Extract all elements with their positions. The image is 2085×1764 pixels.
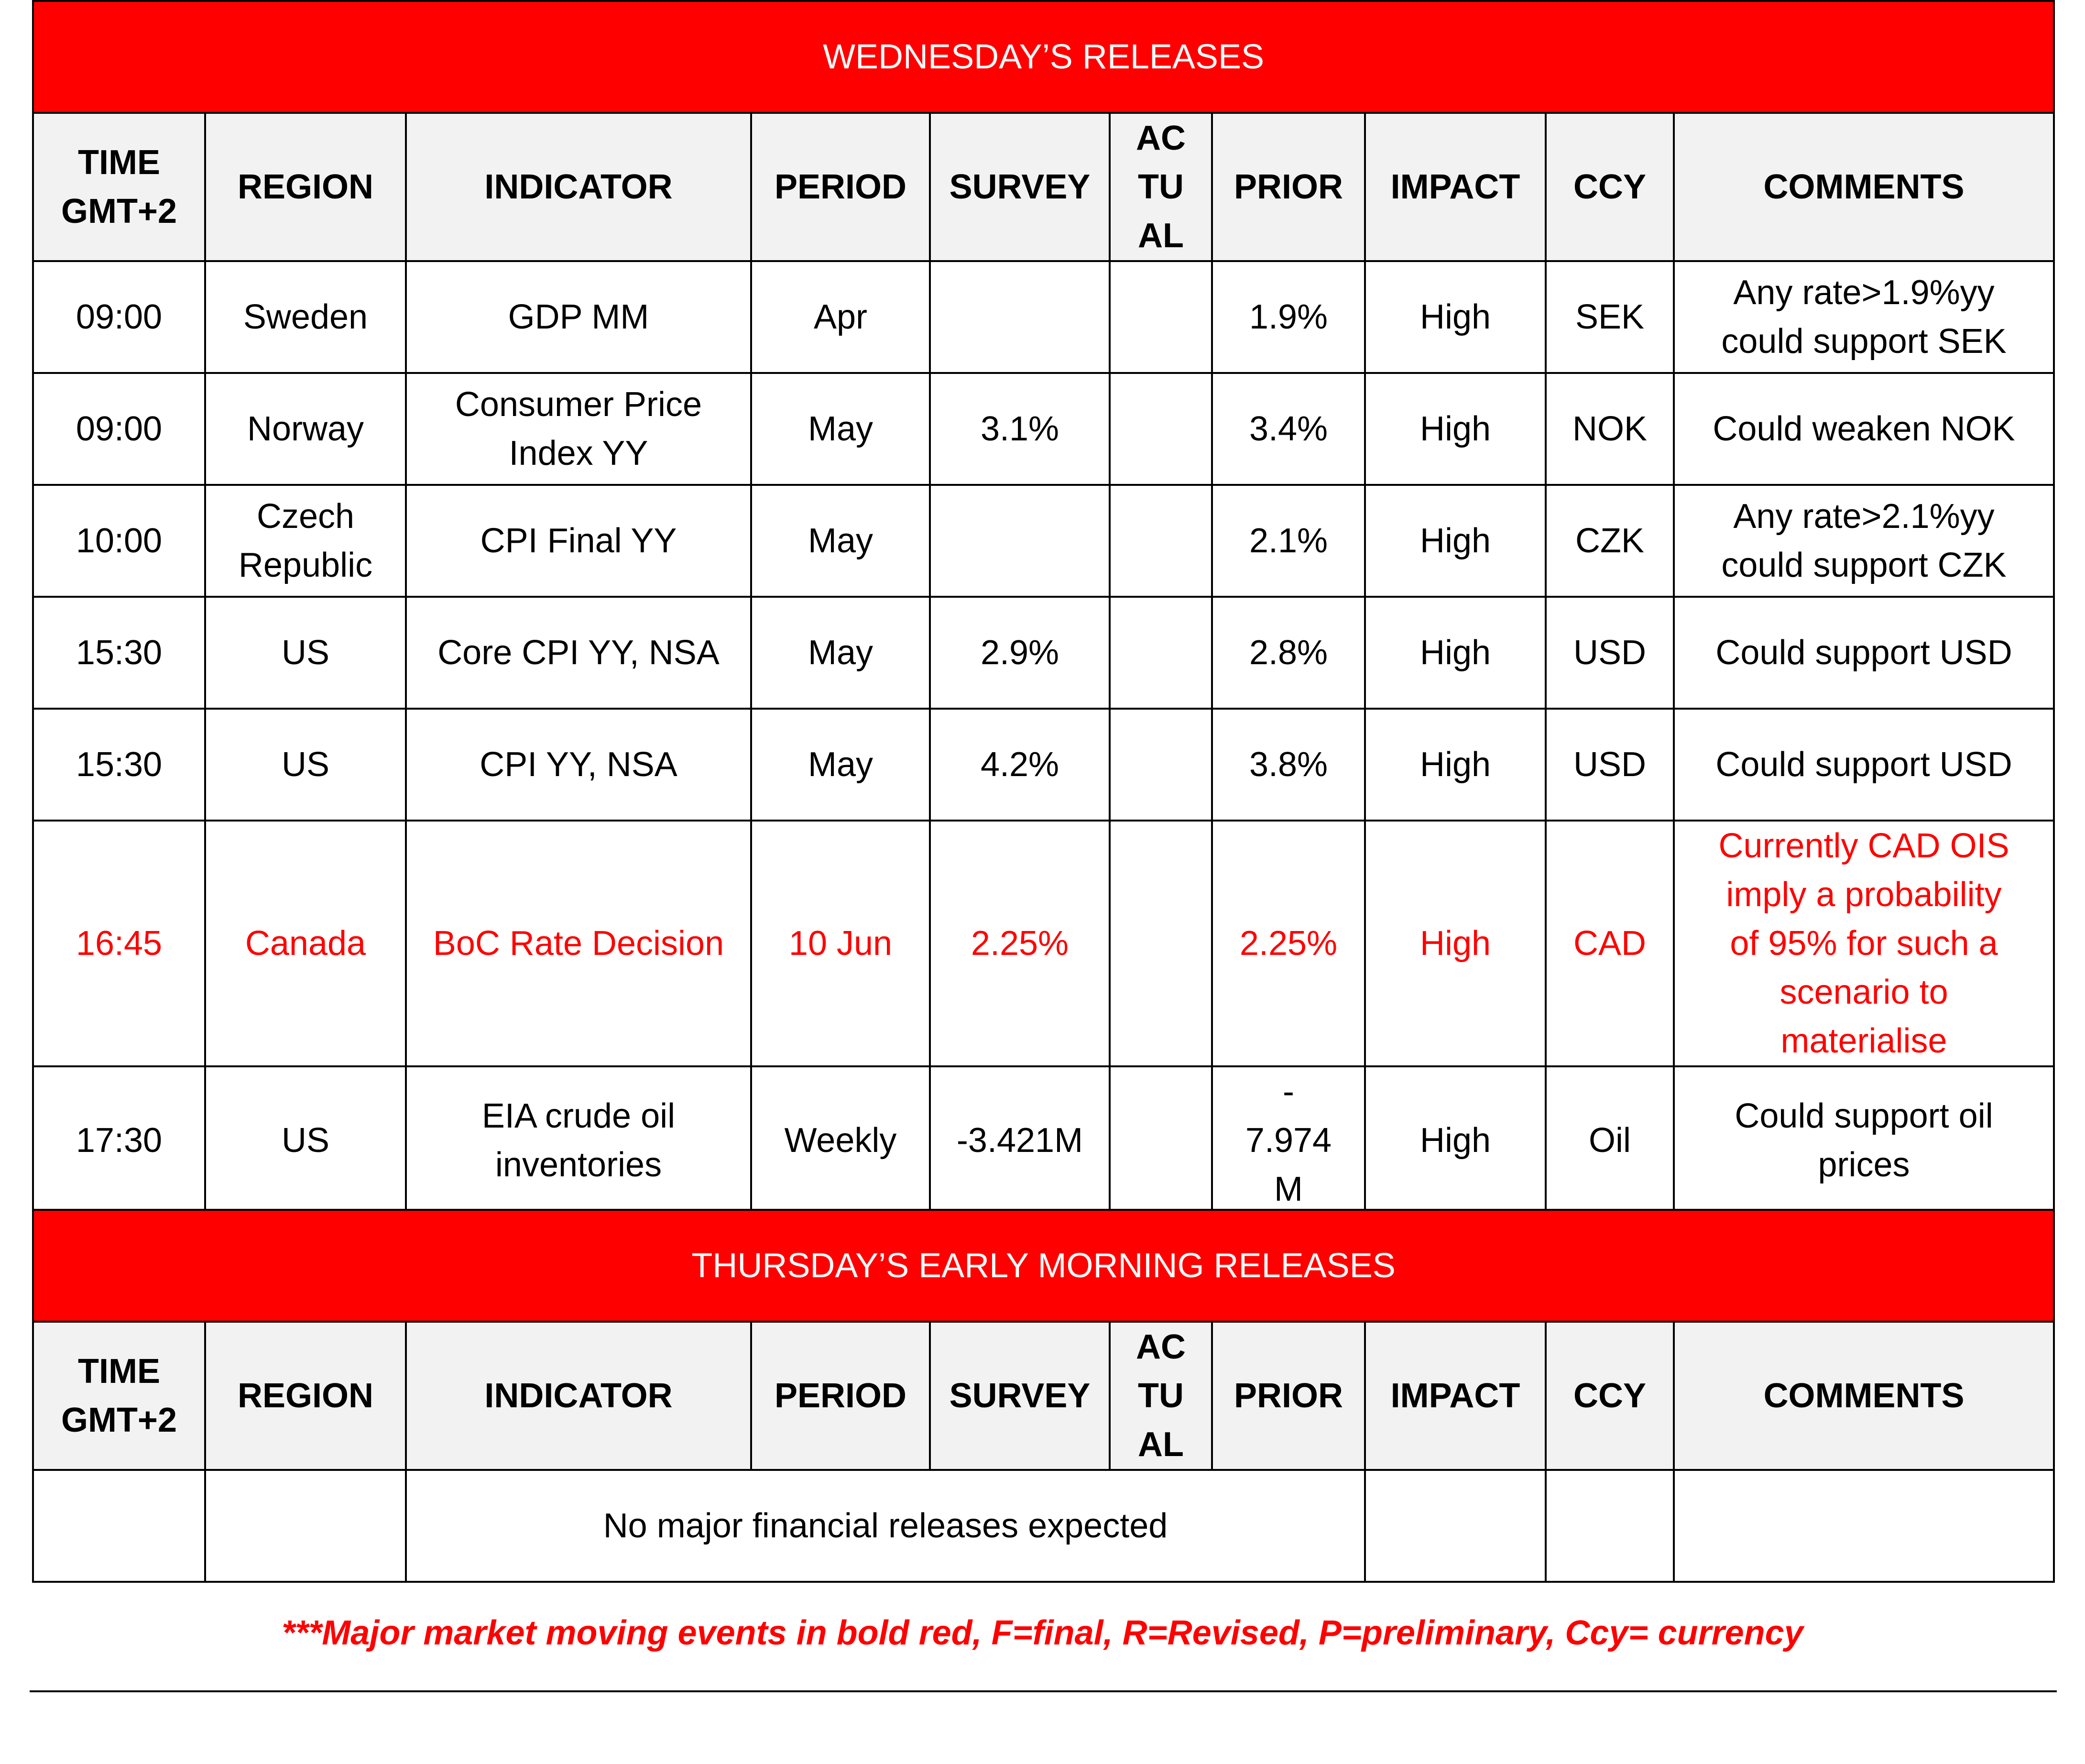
wednesday-title: WEDNESDAY’S RELEASES xyxy=(33,1,2054,113)
indicator-cell: BoC Rate Decision xyxy=(406,821,751,1066)
prior-cell: 3.8% xyxy=(1212,709,1365,821)
impact-cell: High xyxy=(1365,709,1546,821)
actual-cell xyxy=(1110,485,1212,597)
indicator-cell: EIA crude oil inventories xyxy=(406,1066,751,1215)
comments-cell: Could support USD xyxy=(1674,597,2054,709)
time-cell: 09:00 xyxy=(33,261,205,373)
header-comments: COMMENTS xyxy=(1674,113,2054,261)
no-releases-note: No major financial releases expected xyxy=(406,1470,1365,1582)
footnote: ***Major market moving events in bold red, F=final, R=Revised, P=preliminary, Ccy= currency xyxy=(282,1614,1803,1652)
header-time: TIME GMT+2 xyxy=(33,1322,205,1470)
impact-cell: High xyxy=(1365,821,1546,1066)
comments-cell: Currently CAD OIS imply a probability of 95% for such a scenario to materialise xyxy=(1674,821,2054,1066)
period-cell: Apr xyxy=(751,261,930,373)
table-row xyxy=(33,1066,2054,1215)
header-prior: PRIOR xyxy=(1212,113,1365,261)
ccy-cell: USD xyxy=(1546,597,1674,709)
wednesday-banner xyxy=(33,1,2054,113)
bottom-divider xyxy=(30,1690,2057,1692)
period-cell: May xyxy=(751,709,930,821)
actual-cell xyxy=(1110,597,1212,709)
actual-cell xyxy=(1110,821,1212,1066)
table-row xyxy=(33,261,2054,373)
indicator-cell: Core CPI YY, NSA xyxy=(406,597,751,709)
survey-cell xyxy=(930,485,1110,597)
comments-cell: Could support oil prices xyxy=(1674,1066,2054,1215)
impact-cell xyxy=(1365,1470,1546,1582)
time-cell: 15:30 xyxy=(33,597,205,709)
header-survey: SURVEY xyxy=(930,113,1110,261)
time-cell: 17:30 xyxy=(33,1066,205,1215)
thursday-title: THURSDAY’S EARLY MORNING RELEASES xyxy=(33,1210,2054,1322)
table-row xyxy=(33,373,2054,485)
region-cell: US xyxy=(205,597,406,709)
ccy-cell: USD xyxy=(1546,709,1674,821)
prior-cell: 2.8% xyxy=(1212,597,1365,709)
impact-cell: High xyxy=(1365,373,1546,485)
time-cell: 16:45 xyxy=(33,821,205,1066)
header-region: REGION xyxy=(205,113,406,261)
period-cell: 10 Jun xyxy=(751,821,930,1066)
actual-cell xyxy=(1110,373,1212,485)
time-cell: 10:00 xyxy=(33,485,205,597)
ccy-cell: Oil xyxy=(1546,1066,1674,1215)
survey-cell: 2.9% xyxy=(930,597,1110,709)
header-region: REGION xyxy=(205,1322,406,1470)
prior-cell: 2.25% xyxy=(1212,821,1365,1066)
thursday-table xyxy=(32,1209,2055,1583)
wednesday-header-row xyxy=(33,113,2054,261)
impact-cell: High xyxy=(1365,261,1546,373)
table-row xyxy=(33,1470,2054,1582)
indicator-cell: Consumer Price Index YY xyxy=(406,373,751,485)
actual-cell xyxy=(1110,261,1212,373)
region-cell: Norway xyxy=(205,373,406,485)
header-indicator: INDICATOR xyxy=(406,1322,751,1470)
header-period: PERIOD xyxy=(751,1322,930,1470)
header-period: PERIOD xyxy=(751,113,930,261)
period-cell: May xyxy=(751,485,930,597)
table-row xyxy=(33,485,2054,597)
comments-cell: Could weaken NOK xyxy=(1674,373,2054,485)
ccy-cell xyxy=(1546,1470,1674,1582)
actual-cell xyxy=(1110,709,1212,821)
header-actual: AC TU AL xyxy=(1110,113,1212,261)
comments-cell: Could support USD xyxy=(1674,709,2054,821)
survey-cell: 4.2% xyxy=(930,709,1110,821)
survey-cell xyxy=(930,261,1110,373)
header-time: TIME GMT+2 xyxy=(33,113,205,261)
table-row xyxy=(33,821,2054,1066)
impact-cell: High xyxy=(1365,485,1546,597)
survey-cell: 3.1% xyxy=(930,373,1110,485)
header-comments: COMMENTS xyxy=(1674,1322,2054,1470)
prior-cell: - 7.974 M xyxy=(1212,1066,1365,1215)
ccy-cell: SEK xyxy=(1546,261,1674,373)
header-impact: IMPACT xyxy=(1365,1322,1546,1470)
prior-cell: 2.1% xyxy=(1212,485,1365,597)
thursday-header-row xyxy=(33,1322,2054,1470)
table-row xyxy=(33,597,2054,709)
time-cell: 15:30 xyxy=(33,709,205,821)
header-prior: PRIOR xyxy=(1212,1322,1365,1470)
impact-cell: High xyxy=(1365,1066,1546,1215)
impact-cell: High xyxy=(1365,597,1546,709)
region-cell xyxy=(205,1470,406,1582)
region-cell: Czech Republic xyxy=(205,485,406,597)
comments-cell: Any rate>1.9%yy could support SEK xyxy=(1674,261,2054,373)
ccy-cell: NOK xyxy=(1546,373,1674,485)
prior-cell: 3.4% xyxy=(1212,373,1365,485)
survey-cell: 2.25% xyxy=(930,821,1110,1066)
header-ccy: CCY xyxy=(1546,1322,1674,1470)
time-cell xyxy=(33,1470,205,1582)
prior-cell: 1.9% xyxy=(1212,261,1365,373)
region-cell: US xyxy=(205,1066,406,1215)
period-cell: Weekly xyxy=(751,1066,930,1215)
ccy-cell: CAD xyxy=(1546,821,1674,1066)
period-cell: May xyxy=(751,597,930,709)
header-survey: SURVEY xyxy=(930,1322,1110,1470)
region-cell: Canada xyxy=(205,821,406,1066)
header-impact: IMPACT xyxy=(1365,113,1546,261)
table-row xyxy=(33,709,2054,821)
header-actual: AC TU AL xyxy=(1110,1322,1212,1470)
indicator-cell: GDP MM xyxy=(406,261,751,373)
thursday-banner xyxy=(33,1210,2054,1322)
region-cell: Sweden xyxy=(205,261,406,373)
comments-cell: Any rate>2.1%yy could support CZK xyxy=(1674,485,2054,597)
indicator-cell: CPI YY, NSA xyxy=(406,709,751,821)
ccy-cell: CZK xyxy=(1546,485,1674,597)
actual-cell xyxy=(1110,1066,1212,1215)
header-indicator: INDICATOR xyxy=(406,113,751,261)
header-ccy: CCY xyxy=(1546,113,1674,261)
time-cell: 09:00 xyxy=(33,373,205,485)
wednesday-table xyxy=(32,0,2055,1216)
region-cell: US xyxy=(205,709,406,821)
period-cell: May xyxy=(751,373,930,485)
comments-cell xyxy=(1674,1470,2054,1582)
indicator-cell: CPI Final YY xyxy=(406,485,751,597)
survey-cell: -3.421M xyxy=(930,1066,1110,1215)
